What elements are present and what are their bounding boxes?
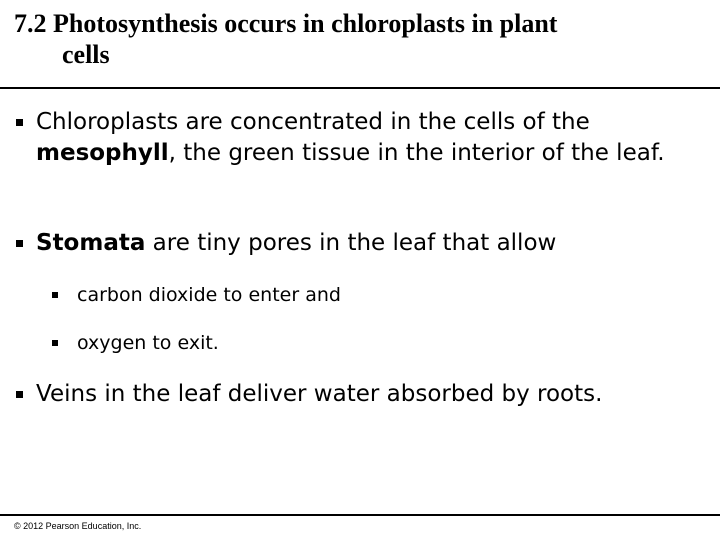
sub-bullet-oxygen <box>52 330 672 356</box>
bullet-text: Veins in the leaf deliver water absorbed by roots. <box>36 381 603 407</box>
bullet-veins <box>14 379 694 410</box>
term-mesophyll: mesophyll <box>36 140 169 166</box>
square-bullet-icon <box>16 119 23 126</box>
title-line-1: 7.2 Photosynthesis occurs in chloroplasts in plant <box>14 9 558 38</box>
square-bullet-icon <box>16 391 23 398</box>
bullet-text: Chloroplasts are concentrated in the cells of the mesophyll, the green tissue in the interior of the leaf. <box>36 109 665 166</box>
square-bullet-icon <box>52 292 58 298</box>
bullet-chloroplasts <box>14 107 694 169</box>
square-bullet-icon <box>16 240 23 247</box>
square-bullet-icon <box>52 340 58 346</box>
bullet-stomata <box>14 228 694 259</box>
term-stomata: Stomata <box>36 230 146 256</box>
sub-bullet-carbon-dioxide <box>52 282 672 308</box>
slide-title <box>14 8 704 70</box>
title-line-2: cells <box>62 40 110 69</box>
sub-bullet-text: oxygen to exit. <box>77 332 219 354</box>
copyright-notice: © 2012 Pearson Education, Inc. <box>14 521 142 531</box>
bullet-text: Stomata are tiny pores in the leaf that allow <box>36 230 557 256</box>
title-divider <box>0 87 720 89</box>
footer-divider <box>0 514 720 516</box>
sub-bullet-text: carbon dioxide to enter and <box>77 284 341 306</box>
